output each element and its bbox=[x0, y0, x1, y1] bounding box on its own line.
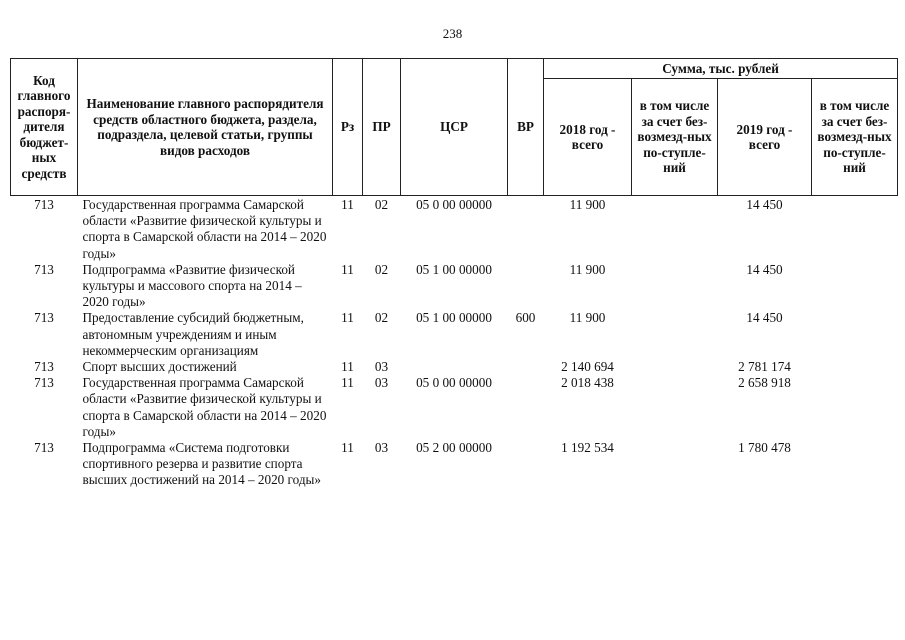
cell-pr: 03 bbox=[374, 440, 389, 456]
cell-code: 713 bbox=[34, 359, 54, 375]
cell-rz: 11 bbox=[341, 310, 354, 326]
cell-2019-total: 14 450 bbox=[746, 261, 783, 277]
cell-2019-free bbox=[812, 262, 898, 311]
header-code: Код главного распоря-дителя бюджет-ных средств bbox=[11, 59, 78, 196]
cell-2019-total: 2 658 918 bbox=[738, 375, 791, 391]
cell-name: Подпрограмма «Развитие физической культуры и массового спорта на 2014 – 2020 годы» bbox=[82, 261, 302, 310]
cell-csr: 05 0 00 00000 bbox=[416, 197, 492, 212]
table-row bbox=[11, 375, 898, 440]
cell-rz: 11 bbox=[341, 197, 354, 212]
cell-2019-free bbox=[812, 440, 898, 489]
table-row bbox=[11, 262, 898, 311]
cell-2018-total: 11 900 bbox=[569, 310, 606, 326]
cell-2018-free bbox=[632, 375, 718, 440]
cell-rz: 11 bbox=[341, 359, 354, 375]
cell-code: 713 bbox=[34, 261, 54, 277]
cell-2018-total: 1 192 534 bbox=[561, 440, 614, 456]
cell-vr bbox=[508, 359, 544, 375]
header-2019-free: в том числе за счет без-возмезд-ных по-ступле-ний bbox=[812, 79, 898, 196]
cell-name: Государственная программа Самарской области «Развитие физической культуры и спорта в Самарской области на 2014 – 2020 годы» bbox=[82, 375, 327, 439]
cell-pr: 02 bbox=[374, 261, 389, 277]
table-header bbox=[11, 59, 898, 196]
cell-2019-free bbox=[812, 359, 898, 375]
table-row bbox=[11, 310, 898, 359]
header-2018-free: в том числе за счет без-возмезд-ных по-ступле-ний bbox=[632, 79, 718, 196]
cell-2018-free bbox=[632, 359, 718, 375]
cell-2018-total: 2 140 694 bbox=[561, 359, 614, 375]
cell-code: 713 bbox=[34, 310, 54, 326]
table-row bbox=[11, 196, 898, 262]
budget-table bbox=[10, 58, 898, 489]
cell-rz: 11 bbox=[341, 440, 354, 456]
cell-code: 713 bbox=[34, 197, 54, 212]
cell-pr: 03 bbox=[374, 359, 389, 375]
cell-code: 713 bbox=[34, 440, 54, 456]
cell-csr: 05 2 00 00000 bbox=[416, 440, 492, 456]
cell-2019-total: 14 450 bbox=[746, 310, 783, 326]
header-pr: ПР bbox=[363, 59, 401, 196]
cell-2018-free bbox=[632, 196, 718, 262]
cell-2018-free bbox=[632, 262, 718, 311]
cell-name: Государственная программа Самарской области «Развитие физической культуры и спорта в Самарской области на 2014 – 2020 годы» bbox=[82, 197, 327, 261]
cell-rz: 11 bbox=[341, 375, 354, 391]
cell-pr: 03 bbox=[374, 375, 389, 391]
cell-2018-total: 2 018 438 bbox=[561, 375, 614, 391]
table-row bbox=[11, 440, 898, 489]
header-2019-total: 2019 год - всего bbox=[718, 79, 812, 196]
header-rz: Рз bbox=[333, 59, 363, 196]
table-row bbox=[11, 359, 898, 375]
cell-2019-free bbox=[812, 310, 898, 359]
header-sum-group: Сумма, тыс. рублей bbox=[544, 59, 898, 79]
cell-rz: 11 bbox=[341, 261, 354, 277]
cell-2019-total: 1 780 478 bbox=[738, 440, 791, 456]
cell-csr: 05 1 00 00000 bbox=[416, 310, 492, 326]
cell-vr bbox=[508, 262, 544, 311]
header-vr: ВР bbox=[508, 59, 544, 196]
cell-csr: 05 0 00 00000 bbox=[416, 375, 492, 391]
cell-vr bbox=[508, 375, 544, 440]
cell-2018-total: 11 900 bbox=[569, 261, 606, 277]
cell-vr: 600 bbox=[515, 310, 536, 326]
cell-name: Предоставление субсидий бюджетным, автономным учреждениям и иным некоммерческим организациям bbox=[82, 310, 304, 358]
header-name: Наименование главного распорядителя средств областного бюджета, раздела, подраздела, целевой статьи, группы видов расходов bbox=[78, 59, 333, 196]
cell-code: 713 bbox=[34, 375, 54, 391]
cell-2019-total: 2 781 174 bbox=[738, 359, 791, 375]
cell-2019-free bbox=[812, 375, 898, 440]
cell-vr bbox=[508, 196, 544, 262]
cell-2019-total: 14 450 bbox=[746, 197, 783, 212]
cell-pr: 02 bbox=[374, 197, 389, 212]
header-csr: ЦСР bbox=[401, 59, 508, 196]
cell-csr: 05 1 00 00000 bbox=[416, 261, 492, 277]
header-2018-total: 2018 год - всего bbox=[544, 79, 632, 196]
cell-vr bbox=[508, 440, 544, 489]
cell-2019-free bbox=[812, 196, 898, 262]
cell-2018-free bbox=[632, 310, 718, 359]
cell-csr bbox=[401, 359, 508, 375]
cell-name: Подпрограмма «Система подготовки спортивного резерва и развитие спорта высших достижений на 2014 – 2020 годы» bbox=[82, 440, 322, 488]
table-body bbox=[11, 196, 898, 489]
cell-2018-total: 11 900 bbox=[569, 197, 606, 212]
cell-2018-free bbox=[632, 440, 718, 489]
cell-name: Спорт высших достижений bbox=[82, 359, 237, 375]
cell-pr: 02 bbox=[374, 310, 389, 326]
page-number: 238 bbox=[442, 26, 463, 41]
